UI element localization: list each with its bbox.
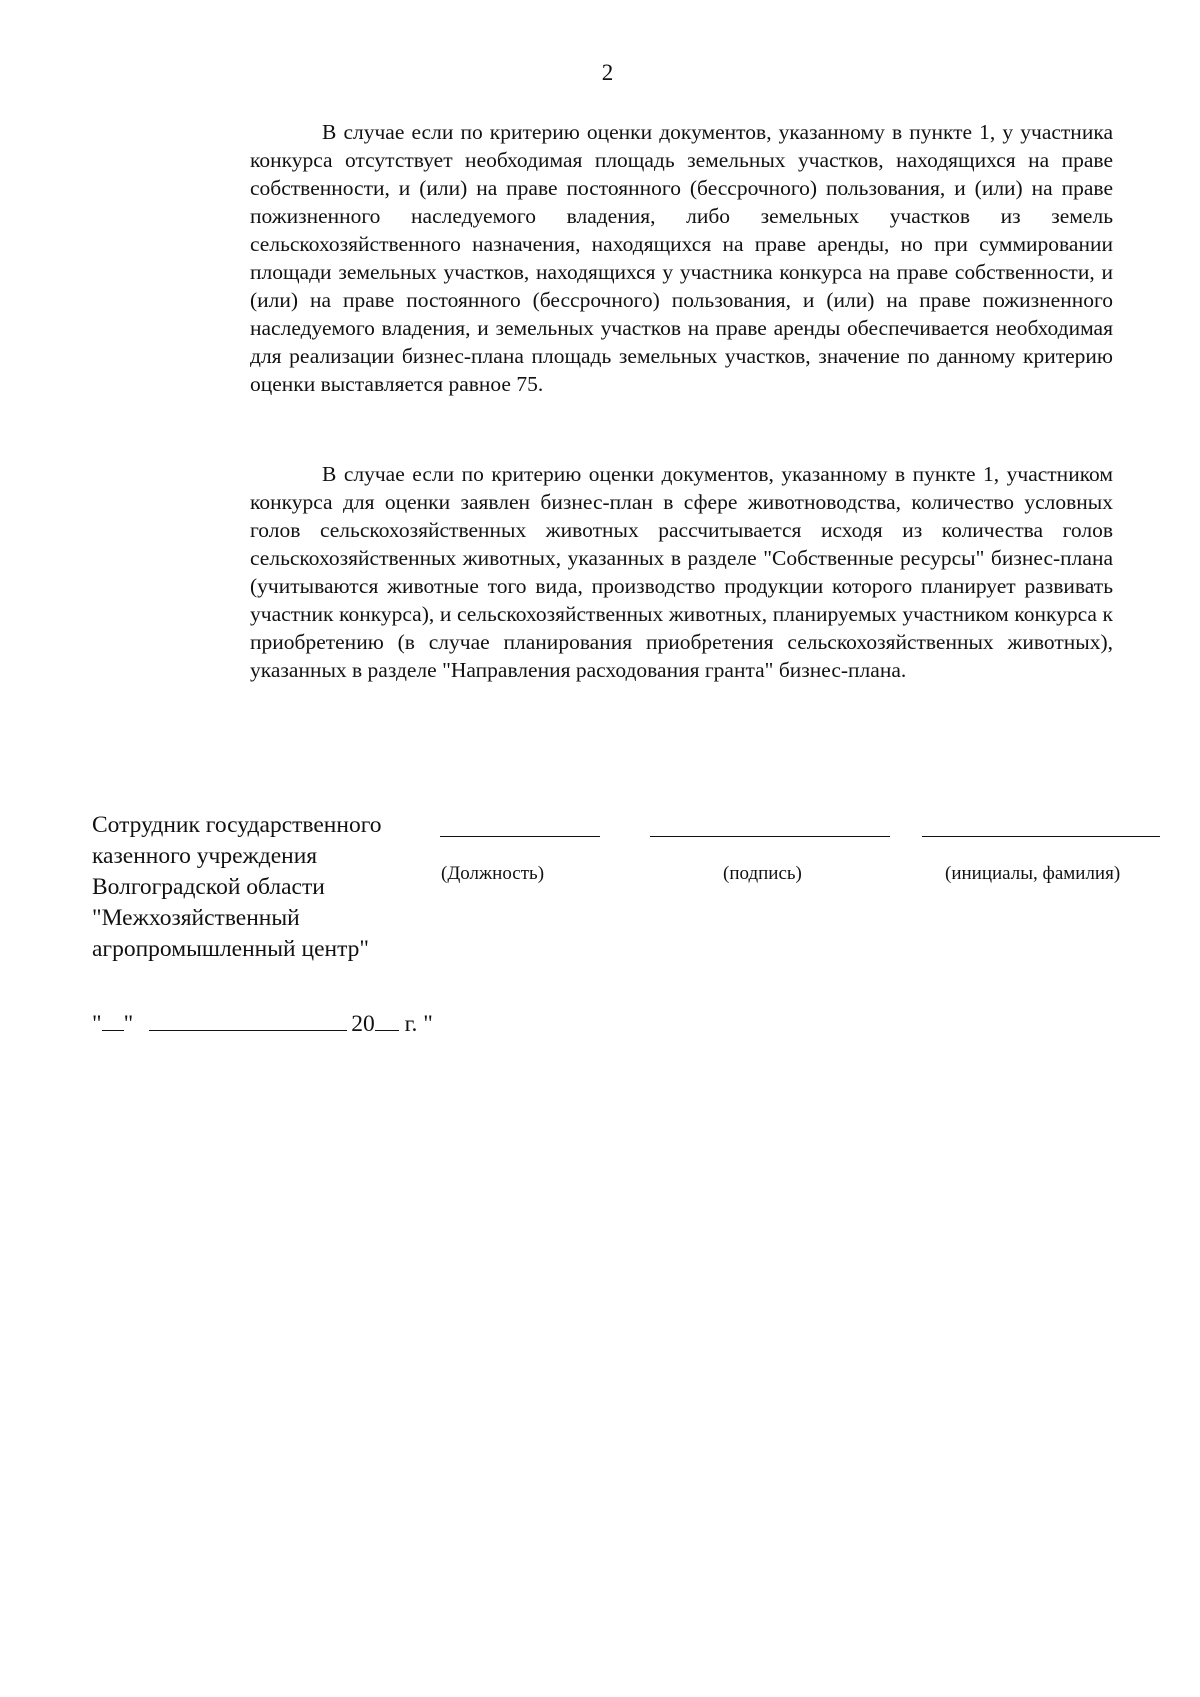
name-blank-line <box>922 836 1160 837</box>
paragraph-livestock-criterion: В случае если по критерию оценки документов, указанному в пункте 1, участником конкурса для оценки заявлен бизнес-план в сфере животноводства, количество условных голов сельскохозяйственных животных рассчитывается исходя из количества голов сельскохозяйственных животных, указанных в разделе "Собственные ресурсы" бизнес-плана (учитываются животные того вида, производство продукции которого планирует развивать участник конкурса), и сельскохозяйственных животных, планируемых участником конкурса к приобретению (в случае планирования приобретения сельскохозяйственных животных), указанных в разделе "Направления расходования гранта" бизнес-плана. <box>250 462 1113 682</box>
paragraph-land-area-criterion: В случае если по критерию оценки документов, указанному в пункте 1, у участника конкурса отсутствует необходимая площадь земельных участков, находящихся на праве собственности, и (или) на праве постоянного (бессрочного) пользования, и (или) на праве пожизненного наследуемого владения, либо земельных участков из земель сельскохозяйственного назначения, находящихся на праве аренды, но при суммировании площади земельных участков, находящихся у участника конкурса на праве собственности, и (или) на праве постоянного (бессрочного) пользования, и (или) на праве пожизненного наследуемого владения, и земельных участков на праве аренды обеспечивается необходимая для реализации бизнес-плана площадь земельных участков, значение по данному критерию оценки выставляется равное 75. <box>250 120 1113 396</box>
organization-line: казенного учреждения <box>92 843 318 869</box>
organization-line: Сотрудник государственного <box>92 812 382 838</box>
year-prefix: 20 <box>351 1011 375 1037</box>
day-blank <box>102 1010 124 1031</box>
organization-line: агропромышленный центр" <box>92 936 369 962</box>
position-blank-line <box>440 836 600 837</box>
date-line <box>92 1010 433 1038</box>
month-blank <box>149 1010 347 1031</box>
organization-name <box>92 810 432 965</box>
position-caption: (Должность) <box>441 863 545 884</box>
organization-line: "Межхозяйственный <box>92 905 300 931</box>
year-suffix: г. " <box>404 1011 433 1037</box>
page-number: 2 <box>601 60 614 85</box>
date-open-quote: " <box>92 1011 102 1037</box>
name-caption: (инициалы, фамилия) <box>945 863 1121 884</box>
signature-blank-line <box>650 836 890 837</box>
year-blank <box>375 1010 399 1031</box>
signature-caption: (подпись) <box>723 863 802 884</box>
date-close-quote: " <box>123 1011 134 1037</box>
organization-line: Волгоградской области <box>92 874 325 900</box>
